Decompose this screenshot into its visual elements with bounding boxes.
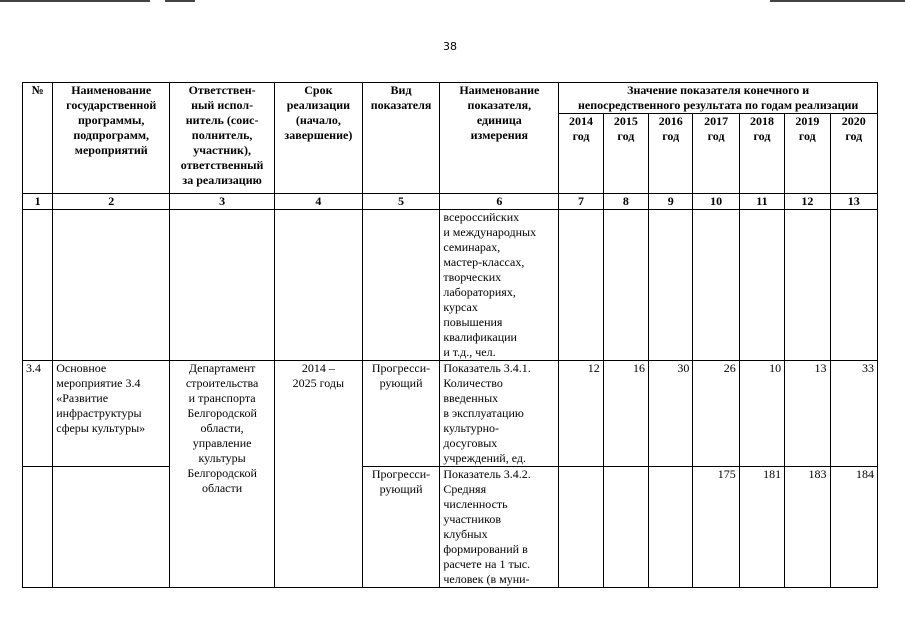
header-responsible: Ответствен- ный испол- нитель (соис- полнитель, участник), ответственный за реализацию (170, 83, 275, 194)
cell-value-2014 (559, 467, 603, 588)
column-number: 11 (739, 194, 784, 210)
cell-indicator-name: Показатель 3.4.1. Количество введенных в эксплуатацию культурно- досуговых учреждений, ед. (440, 361, 559, 467)
cell-indicator-name: всероссийских и международных семинарах, мастер-классах, творческих лабораториях, курсах повышения квалификации и т.д., чел. (440, 210, 559, 361)
header-year-2020: 2020 год (830, 114, 878, 194)
column-number-row (23, 194, 878, 210)
column-number: 9 (649, 194, 693, 210)
column-number: 7 (559, 194, 603, 210)
cell-empty (23, 210, 53, 361)
table-row-continuation (23, 210, 878, 361)
cell-indicator-kind: Прогресси- рующий (362, 361, 440, 467)
cell-value-2019: 13 (785, 361, 830, 467)
header-year-2018: 2018 год (739, 114, 784, 194)
cell-value-2015: 16 (603, 361, 648, 467)
header-values-by-year: Значение показателя конечного и непосредственного результата по годам реализации (559, 83, 878, 114)
header-term: Срок реализации (начало, завершение) (275, 83, 363, 194)
column-number: 8 (603, 194, 648, 210)
column-number: 12 (785, 194, 830, 210)
cell-empty (739, 210, 784, 361)
cell-empty (785, 210, 830, 361)
header-year-2019: 2019 год (785, 114, 830, 194)
cell-empty (275, 210, 363, 361)
cell-empty (693, 210, 739, 361)
page-number: 38 (443, 40, 457, 53)
header-indicator-kind: Вид показателя (362, 83, 440, 194)
cell-value-2016: 30 (649, 361, 693, 467)
cell-empty (830, 210, 878, 361)
header-year-2016: 2016 год (649, 114, 693, 194)
cell-value-2018: 10 (739, 361, 784, 467)
header-year-2015: 2015 год (603, 114, 648, 194)
column-number: 13 (830, 194, 878, 210)
cell-value-2018: 181 (739, 467, 784, 588)
column-number: 6 (440, 194, 559, 210)
cell-empty (603, 210, 648, 361)
cell-value-2014: 12 (559, 361, 603, 467)
table-row-3-4-1 (23, 361, 878, 467)
header-indicator-name: Наименование показателя, единица измерения (440, 83, 559, 194)
cell-empty (170, 210, 275, 361)
cell-empty (53, 210, 170, 361)
header-num: № (23, 83, 53, 194)
scan-top-edge-line (0, 0, 150, 2)
indicators-table (22, 82, 878, 588)
cell-value-2020: 33 (830, 361, 878, 467)
cell-program-name: Основное мероприятие 3.4 «Развитие инфраструктуры сферы культуры» (53, 361, 170, 467)
cell-value-2020: 184 (830, 467, 878, 588)
cell-indicator-name: Показатель 3.4.2. Средняя численность участников клубных формирований в расчете на 1 тыс. человек (в муни- (440, 467, 559, 588)
cell-row-number: 3.4 (23, 361, 53, 467)
column-number: 4 (275, 194, 363, 210)
header-year-2017: 2017 год (693, 114, 739, 194)
cell-empty (559, 210, 603, 361)
cell-value-2017: 26 (693, 361, 739, 467)
scan-top-edge-line (165, 0, 195, 2)
cell-empty (23, 467, 53, 588)
cell-value-2016 (649, 467, 693, 588)
cell-empty (362, 210, 440, 361)
column-number: 10 (693, 194, 739, 210)
cell-value-2017: 175 (693, 467, 739, 588)
column-number: 2 (53, 194, 170, 210)
column-number: 3 (170, 194, 275, 210)
table-row-3-4-2 (23, 467, 878, 588)
header-year-2014: 2014 год (559, 114, 603, 194)
cell-indicator-kind: Прогресси- рующий (362, 467, 440, 588)
cell-empty (649, 210, 693, 361)
column-number: 5 (362, 194, 440, 210)
table-header-row (23, 83, 878, 114)
cell-empty (53, 467, 170, 588)
scan-top-edge-line (770, 0, 905, 2)
cell-value-2019: 183 (785, 467, 830, 588)
cell-responsible: Департамент строительства и транспорта Белгородской области, управление культуры Белгородской области (170, 361, 275, 588)
cell-value-2015 (603, 467, 648, 588)
cell-term: 2014 – 2025 годы (275, 361, 363, 588)
header-program-name: Наименование государственной программы, подпрограмм, мероприятий (53, 83, 170, 194)
column-number: 1 (23, 194, 53, 210)
